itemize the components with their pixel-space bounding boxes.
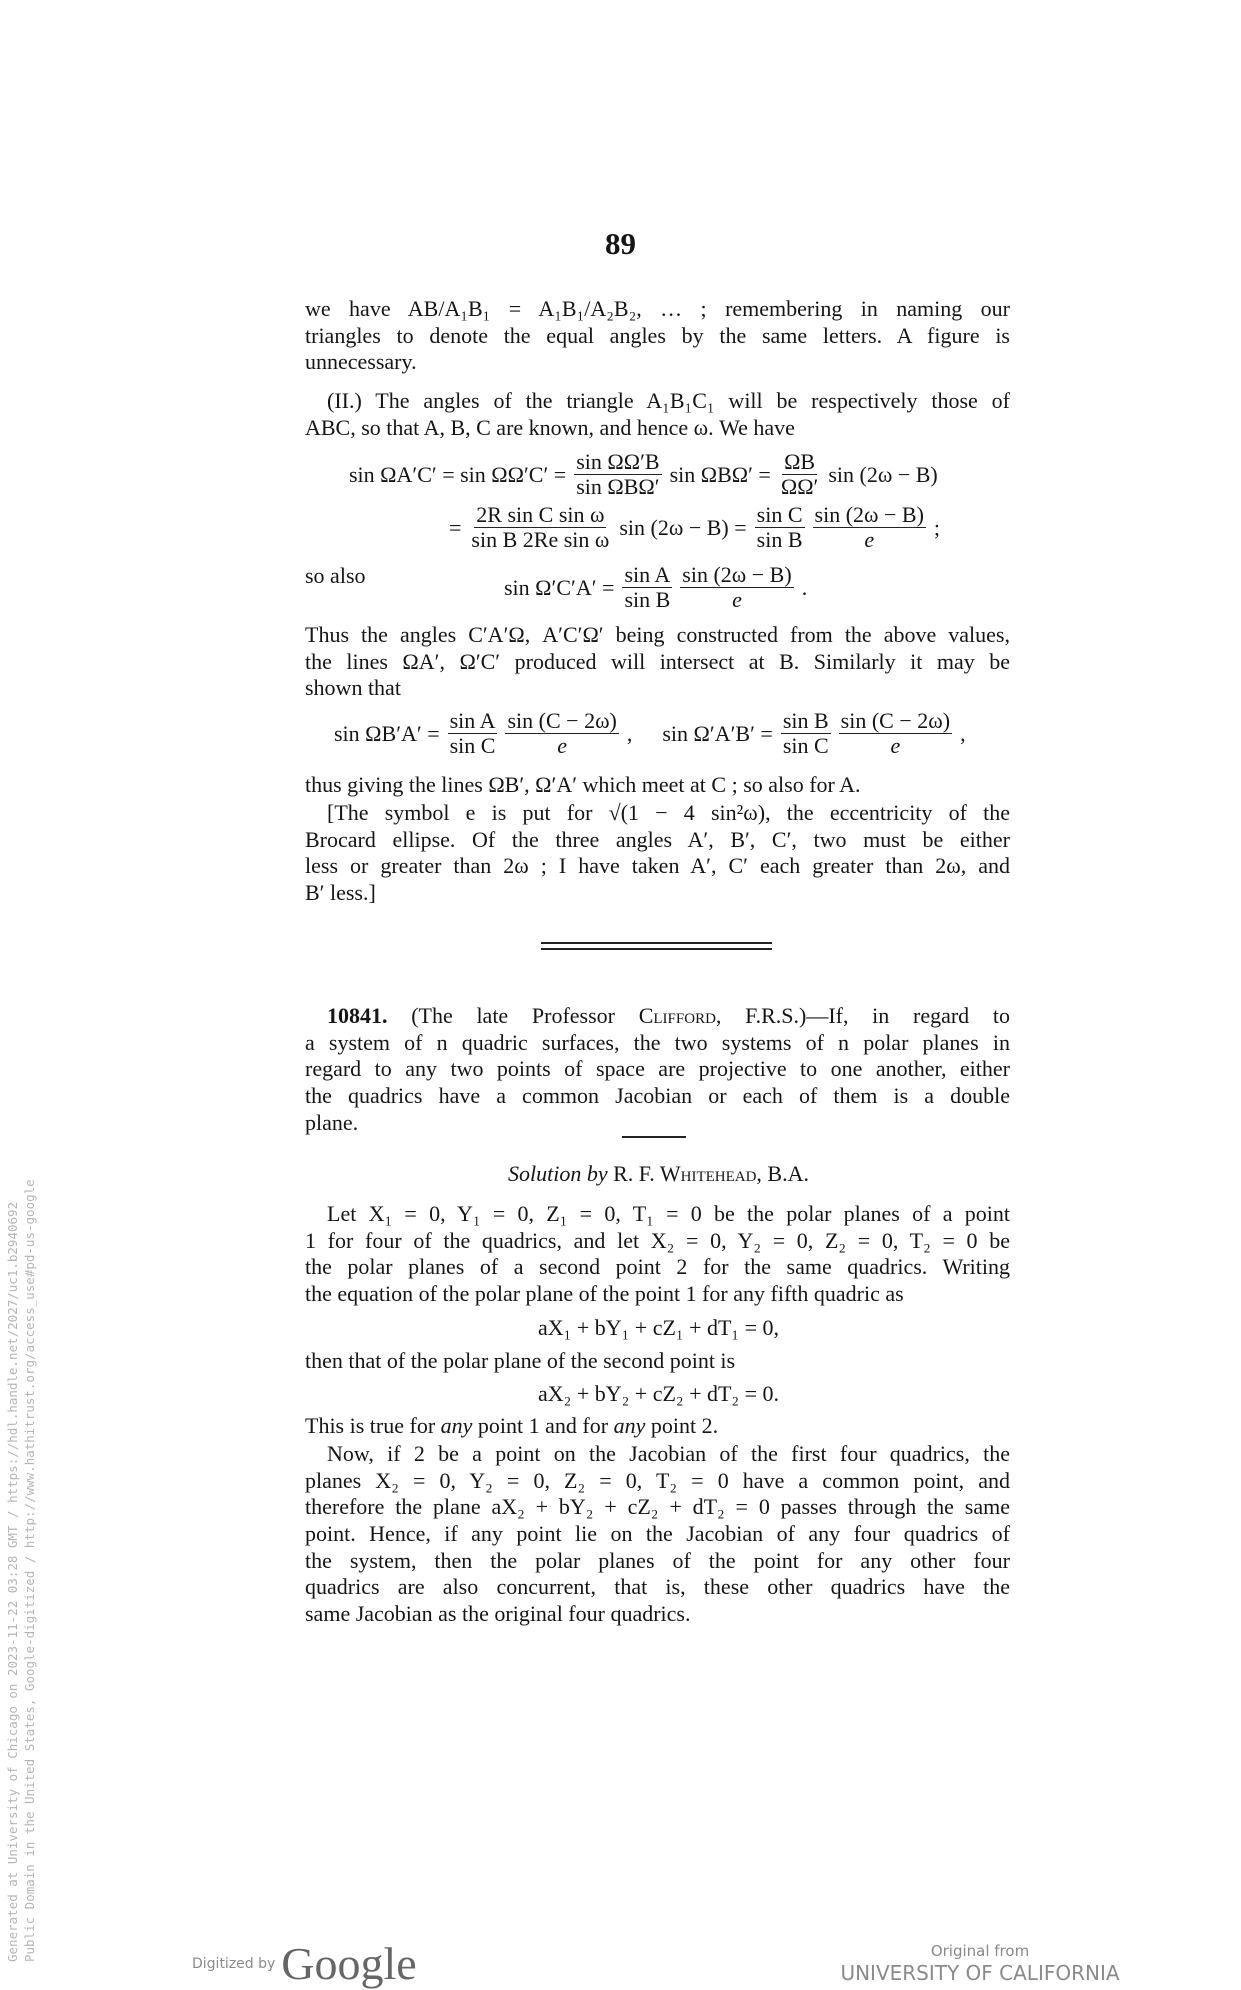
- denominator: sin ΩBΩ′: [576, 474, 660, 499]
- text-line: the quadrics have a common Jacobian or each of them is a double: [305, 1083, 1010, 1109]
- paragraph-thus-giving: [305, 772, 1010, 799]
- fraction: [839, 709, 952, 758]
- text-line: Now, if 2 be a point on the Jacobian of the first four quadrics, the: [327, 1441, 1010, 1466]
- fraction: [448, 709, 498, 758]
- eq-text: sin ΩBΩ′ =: [669, 461, 771, 487]
- paragraph-let: [305, 1201, 1010, 1308]
- eq-text: sin (2ω − B) =: [619, 514, 747, 540]
- fraction: [779, 450, 821, 499]
- text-span: point 1 and for: [472, 1413, 614, 1438]
- short-divider: [622, 1136, 686, 1138]
- text-line: the system, then the polar planes of the point for any other four: [305, 1547, 1010, 1573]
- paragraph-intro: [305, 296, 1010, 376]
- equation-5: aX₁ + bY₁ + cZ₁ + dT₁ = 0,: [538, 1315, 779, 1340]
- text-span: , F.R.S.)—If, in regard to: [715, 1003, 1010, 1028]
- solution-heading: [0, 1161, 1241, 1187]
- text-line: quadrics are also concurrent, that is, these other quadrics have the: [305, 1574, 1010, 1600]
- text-line: ABC, so that A, B, C are known, and hence ω. We have: [305, 414, 795, 440]
- eq-text: sin ΩB′A′ =: [334, 720, 440, 746]
- numerator: sin B: [782, 708, 829, 733]
- fraction: [680, 563, 793, 612]
- equation-2: [449, 503, 940, 552]
- text-line: shown that: [305, 675, 401, 701]
- text-line: then that of the polar plane of the second point is: [305, 1348, 736, 1373]
- question-10841: [305, 1003, 1010, 1136]
- numerator: sin C: [756, 502, 803, 527]
- text-line: a system of n quadric surfaces, the two systems of n polar planes in: [305, 1029, 1010, 1055]
- fraction: [622, 563, 672, 612]
- fraction: [574, 450, 661, 499]
- text-line: Let X₁ = 0, Y₁ = 0, Z₁ = 0, T₁ = 0 be the polar planes of a point: [327, 1201, 1010, 1226]
- access-watermark: [4, 1179, 38, 1962]
- question-author: Clifford: [638, 1003, 716, 1028]
- text-line: less or greater than 2ω ; I have taken A′, C′ each greater than 2ω, and: [305, 853, 1010, 879]
- text-line: triangles to denote the equal angles by the same letters. A figure is: [305, 322, 1010, 348]
- equation-1: [349, 450, 938, 499]
- text-line: [The symbol e is put for √(1 − 4 sin²ω), the eccentricity of the: [327, 800, 1010, 825]
- denominator: sin B: [756, 527, 803, 552]
- eq-text: ,: [626, 720, 633, 746]
- eq-text: sin Ω′A′B′ =: [662, 720, 773, 746]
- numerator: sin (2ω − B): [814, 502, 924, 527]
- paragraph-symbol-note: [305, 800, 1010, 907]
- solution-label: Solution by: [508, 1161, 608, 1186]
- numerator: sin (2ω − B): [682, 562, 792, 587]
- text-line: plane.: [305, 1109, 359, 1135]
- eq-label: so also: [305, 563, 366, 588]
- eq-text: sin (2ω − B): [828, 461, 938, 487]
- original-from-label: Original from: [930, 1942, 1030, 1960]
- text-span: any: [613, 1413, 646, 1438]
- eq-text: .: [801, 574, 808, 600]
- text-line: same Jacobian as the original four quadrics.: [305, 1601, 691, 1627]
- text-span: (The late Professor: [387, 1003, 639, 1028]
- text-line: Thus the angles C′A′Ω, A′C′Ω′ being constructed from the above values,: [305, 622, 1010, 647]
- fraction: [813, 503, 926, 552]
- watermark-line: Public Domain in the United States, Google-digitized / http://www.hathitrust.org/access_use#pd-us-google: [22, 1179, 37, 1962]
- denominator: e: [732, 587, 742, 612]
- paragraph-part-ii: [305, 388, 1010, 441]
- numerator: ΩB: [784, 449, 816, 474]
- numerator: sin (C − 2ω): [507, 708, 617, 733]
- denominator: ΩΩ′: [780, 474, 819, 499]
- paragraph-then: [305, 1348, 1010, 1375]
- university-label: UNIVERSITY OF CALIFORNIA: [840, 1961, 1120, 1985]
- numerator: sin A: [449, 708, 496, 733]
- paragraph-now: [305, 1441, 1010, 1628]
- eq-text: sin ΩA′C′ = sin ΩΩ′C′ =: [349, 461, 567, 487]
- text-line: therefore the plane aX₂ + bY₂ + cZ₂ + dT₂ = 0 passes through the same: [305, 1494, 1010, 1520]
- text-line: [305, 1413, 1010, 1440]
- paragraph-thus: [305, 622, 1010, 702]
- eq-text: ;: [933, 514, 941, 540]
- text-line: B′ less.]: [305, 880, 376, 906]
- denominator: sin C: [782, 733, 829, 758]
- fraction: [505, 709, 618, 758]
- text-line: point. Hence, if any point lie on the Jacobian of any four quadrics of: [305, 1521, 1010, 1547]
- section-divider-bottom: [541, 948, 772, 950]
- section-divider-top: [541, 942, 772, 944]
- watermark-line: Generated at University of Chicago on 2023-11-22 03:28 GMT / https://hdl.handle.net/2027/uc1.b2940692: [5, 1201, 20, 1962]
- solution-author: R. F. Whitehead, B.A.: [613, 1161, 809, 1186]
- digitized-by-label: Digitized by: [192, 1955, 276, 1972]
- equation-6: aX₂ + bY₂ + cZ₂ + dT₂ = 0.: [538, 1381, 779, 1406]
- text-line: [305, 1003, 1010, 1030]
- denominator: e: [557, 733, 568, 758]
- digitized-by-google: [192, 1937, 417, 1990]
- text-line: the polar planes of a second point 2 for the same quadrics. Writing: [305, 1254, 1010, 1280]
- equation-3: [504, 563, 807, 612]
- text-line: we have AB/A₁B₁ = A₁B₁/A₂B₂, … ; remembering in naming our: [305, 296, 1010, 321]
- text-line: thus giving the lines ΩB′, Ω′A′ which meet at C ; so also for A.: [305, 772, 861, 797]
- equation-3-label: [305, 563, 366, 589]
- text-line: Brocard ellipse. Of the three angles A′, B′, C′, two must be either: [305, 826, 1010, 852]
- text-span: any: [440, 1413, 473, 1438]
- eq-text: =: [449, 514, 462, 540]
- denominator: sin C: [449, 733, 496, 758]
- paragraph-true: [305, 1413, 1010, 1440]
- text-line: the lines ΩA′, Ω′C′ produced will intersect at B. Similarly it may be: [305, 648, 1010, 674]
- numerator: sin A: [624, 562, 671, 587]
- text-line: the equation of the polar plane of the point 1 for any fifth quadric as: [305, 1281, 904, 1307]
- denominator: sin B 2Re sin ω: [471, 527, 610, 552]
- fraction: [469, 503, 611, 552]
- text-line: planes X₂ = 0, Y₂ = 0, Z₂ = 0, T₂ = 0 have a common point, and: [305, 1467, 1010, 1493]
- denominator: e: [864, 527, 875, 552]
- text-line: 1 for four of the quadrics, and let X₂ = 0, Y₂ = 0, Z₂ = 0, T₂ = 0 be: [305, 1227, 1010, 1253]
- page-number: 89: [605, 226, 636, 261]
- text-line: unnecessary.: [305, 349, 417, 375]
- text-span: point 2.: [645, 1413, 719, 1438]
- numerator: sin ΩΩ′B: [576, 449, 660, 474]
- text-span: This is true for: [305, 1413, 441, 1438]
- numerator: sin (C − 2ω): [840, 708, 951, 733]
- denominator: e: [890, 733, 901, 758]
- question-number: 10841.: [327, 1003, 388, 1028]
- fraction: [781, 709, 831, 758]
- text-line: regard to any two points of space are projective to one another, either: [305, 1056, 1010, 1082]
- original-from: [730, 1942, 1230, 1986]
- fraction: [755, 503, 805, 552]
- eq-text: ,: [960, 720, 966, 746]
- eq-text: sin Ω′C′A′ =: [504, 574, 615, 600]
- google-logo: Google: [281, 1938, 417, 1989]
- numerator: 2R sin C sin ω: [476, 502, 605, 527]
- denominator: sin B: [624, 587, 671, 612]
- text-line: (II.) The angles of the triangle A₁B₁C₁ will be respectively those of: [327, 388, 1010, 413]
- equation-4: [334, 709, 966, 758]
